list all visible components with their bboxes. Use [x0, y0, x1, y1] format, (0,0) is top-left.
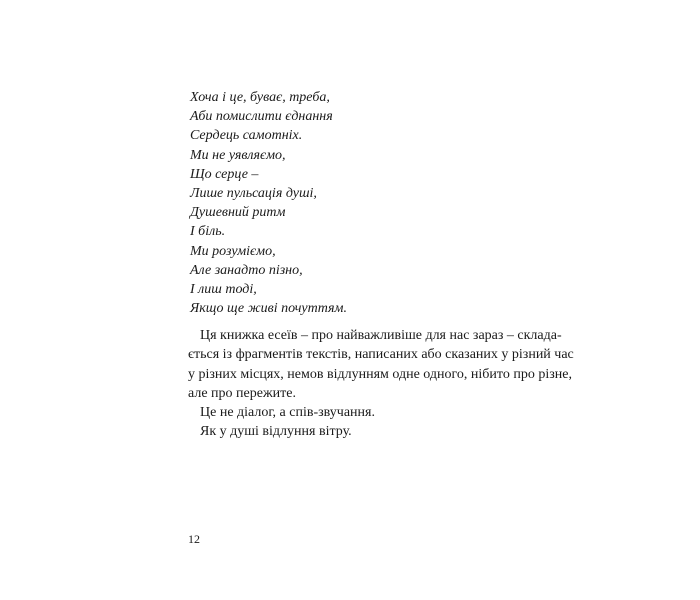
poem-line: Душевний ритм [190, 205, 286, 221]
paragraph-line: Це не діалог, а спів-звучання. [200, 405, 375, 421]
poem-line: Аби помислити єднання [190, 109, 333, 125]
paragraph-line: ється із фрагментів текстів, написаних або сказаних у різний час [188, 347, 574, 363]
poem-line: Хоча і це, буває, треба, [190, 90, 330, 105]
prose-block [188, 326, 574, 442]
paragraph-line: Ця книжка есеїв – про найважливіше для нас зараз – склада- [200, 328, 562, 343]
paragraph-line: Як у душі відлуння вітру. [200, 424, 352, 440]
poem-line: Ми не уявляємо, [190, 147, 286, 163]
poem-line: Сердець самотніх. [190, 128, 303, 144]
poem-line: І лиш тоді, [190, 281, 257, 297]
poem-line: Якщо ще живі почуттям. [190, 301, 347, 317]
poem-line: Що серце – [190, 166, 259, 182]
poem-line: Але занадто пізно, [190, 262, 303, 278]
poem-block [190, 88, 530, 318]
poem-line: Лише пульсація душі, [190, 185, 317, 201]
poem-line: І біль. [190, 224, 226, 240]
paragraph-line: у різних місцях, немов відлунням одне одного, нібито про різне, [188, 366, 572, 382]
poem-line: Ми розуміємо, [190, 243, 276, 259]
page-number: 12 [188, 532, 200, 546]
paragraph-line: але про пережите. [188, 385, 296, 401]
